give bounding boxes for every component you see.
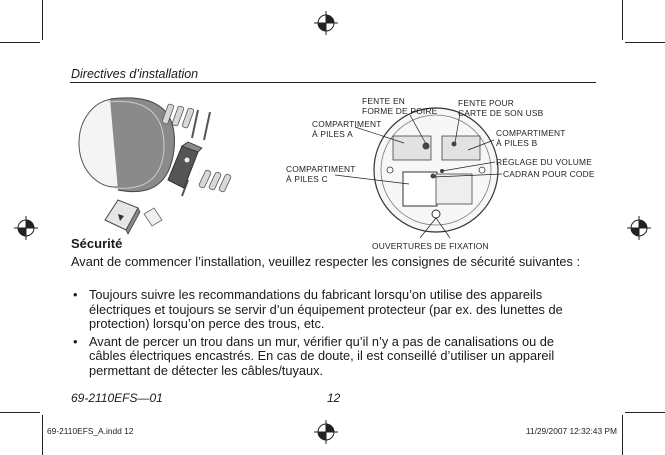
list-item: [71, 335, 591, 379]
page-header-title: Directives d’installation: [71, 67, 199, 81]
push-button-drawing: [105, 200, 162, 234]
crop-mark: [0, 42, 40, 43]
callout-line: COMPARTIMENT: [496, 128, 566, 138]
bullet-text: Avant de percer un trou dans un mur, vérifier qu’il n’y a pas de canalisations ou de câbles électriques encastrés. En cas de doute, il est conseillé d’utiliser un appareil permettant de détecter les câbles/tuyaux.: [89, 333, 555, 378]
section-intro: Avant de commencer l’installation, veuillez respecter les consignes de sécurité suivantes :: [71, 254, 581, 269]
callout-line: COMPARTIMENT: [286, 164, 356, 174]
list-item: [71, 288, 591, 332]
callout-line: COMPARTIMENT: [312, 119, 382, 129]
callout-line: À PILES B: [496, 138, 538, 148]
registration-mark-icon: [314, 420, 338, 444]
header-divider: [70, 82, 596, 83]
section-title: Sécurité: [71, 236, 123, 251]
callout-fente-usb: [458, 98, 543, 118]
registration-mark-icon: [314, 11, 338, 35]
registration-mark-icon: [627, 216, 651, 240]
bullet-symbol: •: [73, 287, 78, 302]
safety-bullet-list: [71, 288, 591, 382]
callout-line: FENTE EN: [362, 96, 406, 106]
bullet-symbol: •: [73, 333, 78, 349]
callout-line: FORME DE POIRE: [362, 106, 438, 116]
unit-rear-view-drawing: [374, 108, 498, 232]
slug-filename: 69-2110EFS_A.indd 12: [47, 426, 134, 436]
doorbell-unit-drawing: [79, 98, 174, 192]
callout-fente-poire: [362, 96, 437, 116]
document-number: 69-2110EFS—01: [71, 391, 163, 405]
callout-cadran: CADRAN POUR CODE: [503, 169, 595, 179]
callout-line: À PILES C: [286, 174, 328, 184]
crop-mark: [42, 0, 43, 40]
callout-line: À PILES A: [312, 129, 353, 139]
installation-figure: [70, 88, 600, 256]
callout-line: FENTE POUR: [458, 98, 514, 108]
callout-piles-b: [496, 128, 566, 148]
callout-line: CARTE DE SON USB: [458, 108, 544, 118]
bullet-text: Toujours suivre les recommandations du fabricant lorsqu’on utilise des appareils électriques et toujours se servir d’un équipement protecteur (par ex. des lunettes de protection) lorsqu’on perce des trous, etc.: [89, 287, 563, 332]
crop-mark: [622, 0, 623, 40]
page-number: 12: [327, 391, 341, 405]
crop-mark: [0, 412, 40, 413]
callout-volume: RÉGLAGE DU VOLUME: [496, 157, 593, 167]
crop-mark: [625, 412, 665, 413]
crop-mark: [42, 415, 43, 455]
crop-mark: [622, 415, 623, 455]
callout-piles-c: [286, 164, 356, 184]
slug-timestamp: 11/29/2007 12:32:43 PM: [525, 426, 617, 436]
callout-piles-a: [312, 119, 382, 139]
crop-mark: [625, 42, 665, 43]
callout-fixation: OUVERTURES DE FIXATION: [372, 241, 489, 251]
registration-mark-icon: [14, 216, 38, 240]
